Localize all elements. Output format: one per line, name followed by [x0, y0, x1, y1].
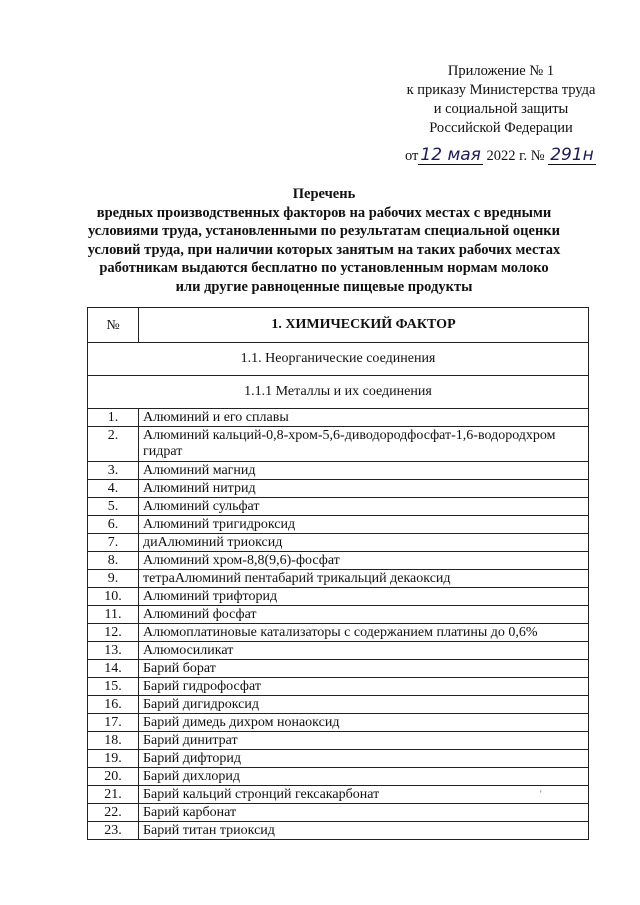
appendix-line-3: и социальной защиты — [433, 101, 569, 117]
row-number: 18. — [88, 732, 139, 750]
row-substance-name: Алюмоплатиновые катализаторы с содержанием платины до 0,6% — [139, 624, 589, 642]
column-number-header: № — [88, 308, 139, 343]
table-row — [88, 660, 589, 678]
table-row — [88, 409, 589, 427]
table-row — [88, 480, 589, 498]
row-substance-name: Барий дифторид — [139, 750, 589, 768]
row-number: 21. — [88, 786, 139, 804]
table-row — [88, 570, 589, 588]
table-row — [88, 750, 589, 768]
document-title — [60, 185, 588, 297]
table-row — [88, 822, 589, 840]
row-number: 7. — [88, 534, 139, 552]
row-number: 17. — [88, 714, 139, 732]
row-substance-name: Алюминий сульфат — [139, 498, 589, 516]
row-substance-name: Барий динитрат — [139, 732, 589, 750]
subsection-row — [88, 376, 589, 409]
row-substance-name: Алюминий хром-8,8(9,6)-фосфат — [139, 552, 589, 570]
table-row — [88, 534, 589, 552]
row-number: 2. — [88, 427, 139, 462]
row-substance-name: тетраАлюминий пентабарий трикальций декаоксид — [139, 570, 589, 588]
appendix-line-1: Приложение № 1 — [447, 63, 555, 79]
row-number: 6. — [88, 516, 139, 534]
row-substance-name: Барий гидрофосфат — [139, 678, 589, 696]
row-number: 5. — [88, 498, 139, 516]
table-row — [88, 714, 589, 732]
table-row — [88, 678, 589, 696]
table-header-row — [88, 308, 589, 343]
appendix-line-2: к приказу Министерства труда — [406, 82, 596, 98]
order-reference — [405, 146, 620, 165]
order-date-handwritten: 12 мая — [420, 145, 481, 165]
order-year: 2022 г. № — [486, 148, 545, 164]
row-substance-name: Барий дигидроксид — [139, 696, 589, 714]
row-substance-name: Барий димедь дихром нонаоксид — [139, 714, 589, 732]
row-substance-name: Алюминий кальций-0,8-хром-5,6-диводородфосфат-1,6-водородхром гидрат — [139, 427, 589, 462]
title-line-3: условиями труда, установленными по результатам специальной оценки — [87, 223, 561, 240]
table-row — [88, 732, 589, 750]
table-row — [88, 606, 589, 624]
row-number: 9. — [88, 570, 139, 588]
row-substance-name: Алюминий и его сплавы — [139, 409, 589, 427]
appendix-line-4: Российской Федерации — [429, 120, 573, 136]
row-substance-name: Алюминий нитрид — [139, 480, 589, 498]
row-number: 10. — [88, 588, 139, 606]
factor-header: 1. ХИМИЧЕСКИЙ ФАКТОР — [139, 308, 589, 343]
row-number: 23. — [88, 822, 139, 840]
order-prefix: от — [405, 148, 419, 164]
row-substance-name: Алюминий магнид — [139, 462, 589, 480]
row-substance-name: Барий дихлорид — [139, 768, 589, 786]
title-line-1: Перечень — [292, 186, 356, 202]
row-substance-name: диАлюминий триоксид — [139, 534, 589, 552]
row-substance-name: Алюминий фосфат — [139, 606, 589, 624]
row-substance-name: Барий кальций стронций гексакарбонат — [139, 786, 589, 804]
table-row — [88, 516, 589, 534]
subsection-title: 1.1.1 Металлы и их соединения — [88, 376, 589, 409]
row-substance-name: Алюминий трифторид — [139, 588, 589, 606]
row-number: 14. — [88, 660, 139, 678]
table-row — [88, 642, 589, 660]
table-row — [88, 696, 589, 714]
factors-table — [87, 307, 589, 840]
row-substance-name: Барий титан триоксид — [139, 822, 589, 840]
row-number: 4. — [88, 480, 139, 498]
table-row — [88, 498, 589, 516]
row-substance-name: Барий борат — [139, 660, 589, 678]
table-row — [88, 462, 589, 480]
row-number: 11. — [88, 606, 139, 624]
title-line-6: или другие равноценные пищевые продукты — [175, 278, 473, 295]
section-title: 1.1. Неорганические соединения — [88, 343, 589, 376]
row-number: 8. — [88, 552, 139, 570]
title-line-2: вредных производственных факторов на рабочих местах с вредными — [96, 204, 552, 221]
title-line-4: условий труда, при наличии которых занятым на таких рабочих местах — [87, 241, 561, 258]
row-substance-name: Барий карбонат — [139, 804, 589, 822]
row-number: 16. — [88, 696, 139, 714]
row-number: 3. — [88, 462, 139, 480]
row-number: 13. — [88, 642, 139, 660]
row-number: 15. — [88, 678, 139, 696]
row-number: 22. — [88, 804, 139, 822]
table-row — [88, 768, 589, 786]
table-row — [88, 552, 589, 570]
row-number: 19. — [88, 750, 139, 768]
row-substance-name: Алюмосиликат — [139, 642, 589, 660]
row-number: 12. — [88, 624, 139, 642]
table-row — [88, 427, 589, 462]
row-number: 1. — [88, 409, 139, 427]
appendix-header — [396, 62, 606, 138]
row-number: 20. — [88, 768, 139, 786]
table-row — [88, 588, 589, 606]
scan-speck: ' — [540, 789, 542, 799]
table-row — [88, 624, 589, 642]
order-number-handwritten: 291н — [550, 145, 594, 165]
title-line-5: работникам выдаются бесплатно по установленным нормам молоко — [99, 260, 549, 277]
row-substance-name: Алюминий тригидроксид — [139, 516, 589, 534]
section-row — [88, 343, 589, 376]
table-row — [88, 804, 589, 822]
table-row — [88, 786, 589, 804]
